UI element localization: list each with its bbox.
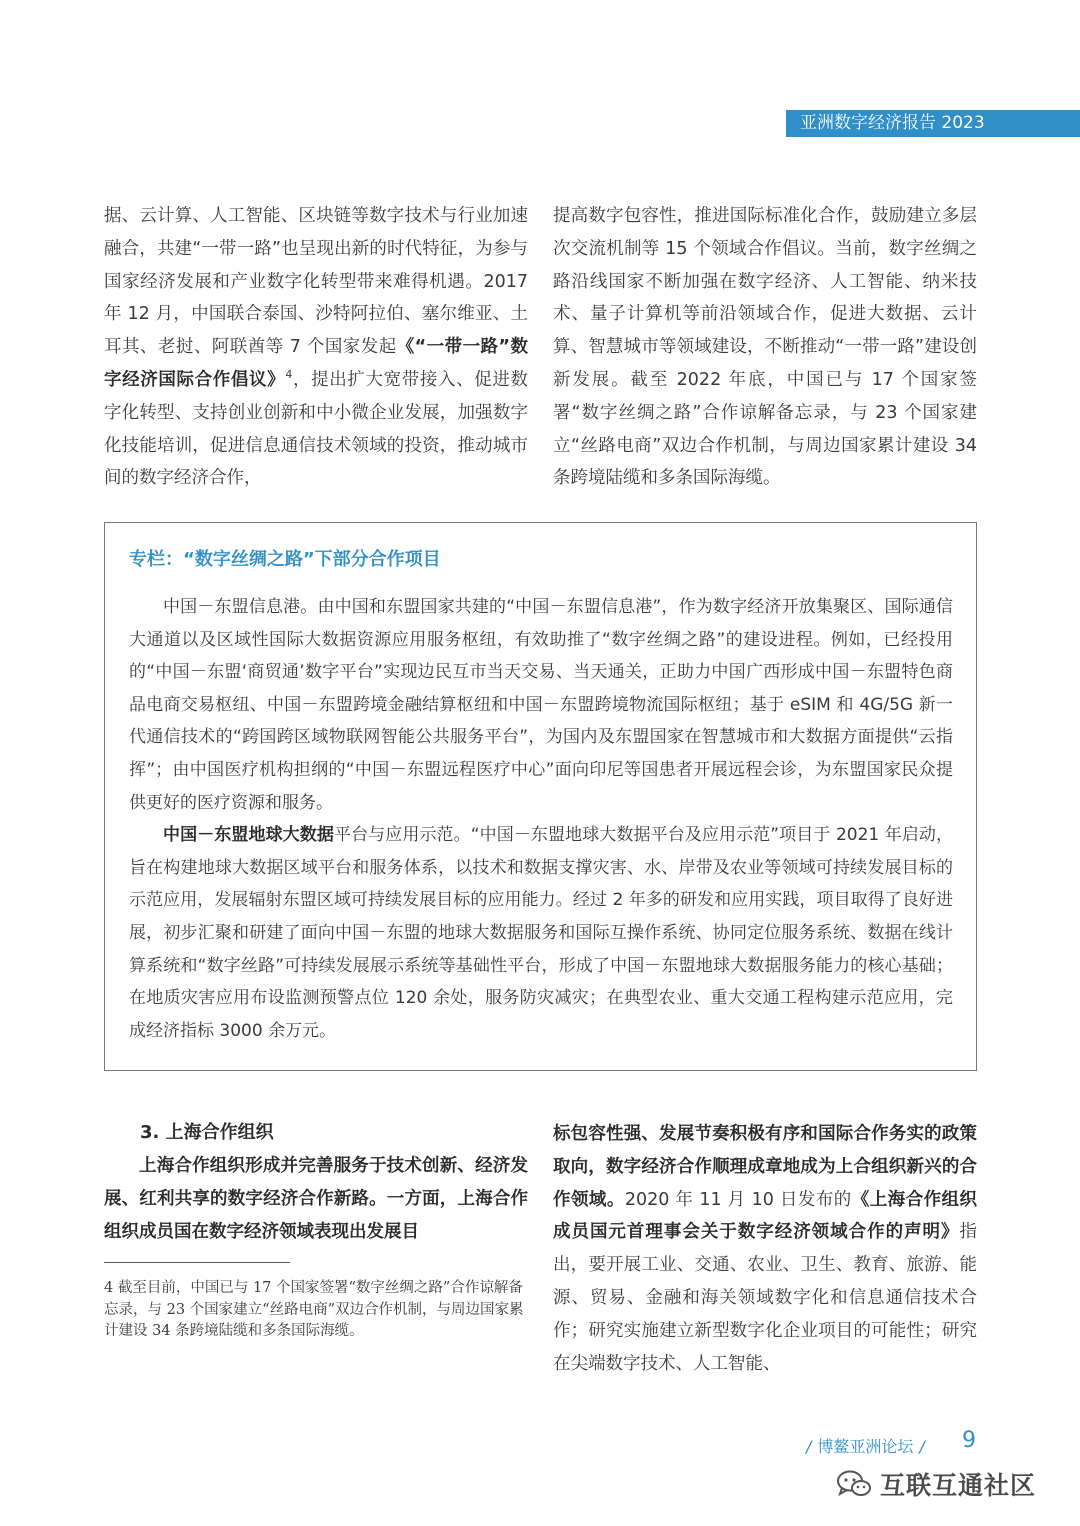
page-number: 9 bbox=[962, 1428, 976, 1453]
body-column-right-bottom bbox=[553, 1118, 977, 1380]
initiative-title: 《“一带一路”数字经济国际合作倡议》 bbox=[104, 337, 528, 390]
paragraph-text: 平台与应用示范。“中国－东盟地球大数据平台及应用示范”项目于 2021 年启动，旨在构建地球大数据区域平台和服务体系，以技术和数据支撑灾害、水、岸带及农业等领域可持续发展目标的示范应用，发展辐射东盟区域可持续发展目标的应用能力。经过 2 年多的研发和应用实践，项目取得了良好进展，初步汇聚和研建了面向中国－东盟的地球大数据服务和国际互操作系统、协同定位服务系统、数据在线计算系统和“数字丝路”可持续发展展示系统等基础性平台，形成了中国－东盟地球大数据服务能力的核心基础；在地质灾害应用布设监测预警点位 120 余处，服务防灾减灾；在典型农业、重大交通工程构建示范应用，完成经济指标 3000 余万元。 bbox=[129, 825, 954, 1041]
feature-paragraph-asean-info-port: 中国－东盟信息港。由中国和东盟国家共建的“中国－东盟信息港”，作为数字经济开放集聚区、国际通信大通道以及区域性国际大数据资源应用服务枢纽，有效助推了“数字丝绸之路”的建设进程。例如，已经投用的“中国－东盟‘商贸通’数字平台”实现边民互市当天交易、当天通关，正助力中国广西形成中国－东盟特色商品电商交易枢纽、中国－东盟跨境金融结算枢纽和中国－东盟跨境物流国际枢纽；基于 eSIM 和 4G/5G 新一代通信技术的“跨国跨区域物联网智能公共服务平台”，为国内及东盟国家在智慧城市和大数据方面提供“云指挥”；由中国医疗机构担纲的“中国－东盟远程医疗中心”面向印尼等国患者开展远程会诊，为东盟国家民众提供更好的医疗资源和服务。 bbox=[129, 597, 953, 813]
report-header-title: 亚洲数字经济报告 2023 bbox=[786, 110, 1080, 137]
body-column-left-top bbox=[104, 200, 528, 495]
footnote-divider bbox=[104, 1262, 290, 1263]
feature-bold-lead: 中国－东盟地球大数据 bbox=[163, 825, 334, 846]
paragraph-text: 指出，要开展工业、交通、农业、卫生、教育、旅游、能源、贸易、金融和海关领域数字化和信息通信技术合作；研究实施建立新型数字化企业项目的可能性；研究在尖端数字技术、人工智能、 bbox=[553, 1222, 977, 1374]
watermark bbox=[836, 1464, 1036, 1504]
section-heading: 3. 上海合作组织 bbox=[140, 1122, 274, 1143]
paragraph-text: 上海合作组织形成并完善服务于技术创新、经济发展、红利共享的数字经济合作新路。一方面，上海合作组织成员国在数字经济领域表现出发展目 bbox=[104, 1156, 528, 1242]
paragraph-bold-text: 标包容性强、发展节奏积极有序和国际合作务实的政策取向，数字经济合作顺理成章地成为上合组织新兴的合作领域。 bbox=[553, 1124, 977, 1210]
footnote-reference[interactable]: 4 bbox=[285, 368, 293, 382]
body-column-right-top bbox=[553, 200, 977, 495]
body-column-left-bottom bbox=[104, 1150, 528, 1248]
paragraph-text: 提高数字包容性，推进国际标准化合作，鼓励建立多层次交流机制等 15 个领域合作倡议。当前，数字丝绸之路沿线国家不断加强在数字经济、人工智能、纳米技术、量子计算机等前沿领域合作，促进大数据、云计算、智慧城市等领域建设，不断推动“一带一路”建设创新发展。截至 2022 年底，中国已与 17 个国家签署“数字丝绸之路”合作谅解备忘录，与 23 个国家建立“丝路电商”双边合作机制，与周边国家累计建设 34 条跨境陆缆和多条国际海缆。 bbox=[553, 206, 977, 489]
feature-box bbox=[104, 522, 977, 1071]
paragraph-text: 据、云计算、人工智能、区块链等数字技术与行业加速融合，共建“一带一路”也呈现出新的时代特征，为参与国家经济发展和产业数字化转型带来难得机遇。2017 年 12 月，中国联合泰国、沙特阿拉伯、塞尔维亚、土耳其、老挝、阿联酋等 7 个国家发起 bbox=[104, 206, 528, 358]
feature-paragraph-earth-big-data bbox=[129, 819, 953, 1047]
footnote: 4 截至目前，中国已与 17 个国家签署“数字丝绸之路”合作谅解备忘录，与 23 个国家建立“丝路电商”双边合作机制，与周边国家累计建设 34 条跨境陆缆和多条国际海缆。 bbox=[104, 1280, 524, 1339]
feature-box-title: 专栏：“数字丝绸之路”下部分合作项目 bbox=[129, 549, 441, 570]
watermark-text: 互联互通社区 bbox=[880, 1471, 1037, 1500]
footer-brand-label: 博鳌亚洲论坛 bbox=[817, 1437, 914, 1456]
footer-brand: / 博鳌亚洲论坛 / bbox=[806, 1437, 925, 1456]
statement-title: 《上海合作组织成员国元首理事会关于数字经济领域合作的声明》 bbox=[553, 1189, 978, 1243]
paragraph-text: 2020 年 11 月 10 日发布的 bbox=[624, 1189, 852, 1210]
wechat-icon bbox=[836, 1469, 872, 1499]
paragraph-text: ，提出扩大宽带接入、促进数字化转型、支持创业创新和中小微企业发展，加强数字化技能培训，促进信息通信技术领域的投资，推动城市间的数字经济合作， bbox=[104, 369, 529, 489]
feature-box-body bbox=[129, 591, 953, 1047]
